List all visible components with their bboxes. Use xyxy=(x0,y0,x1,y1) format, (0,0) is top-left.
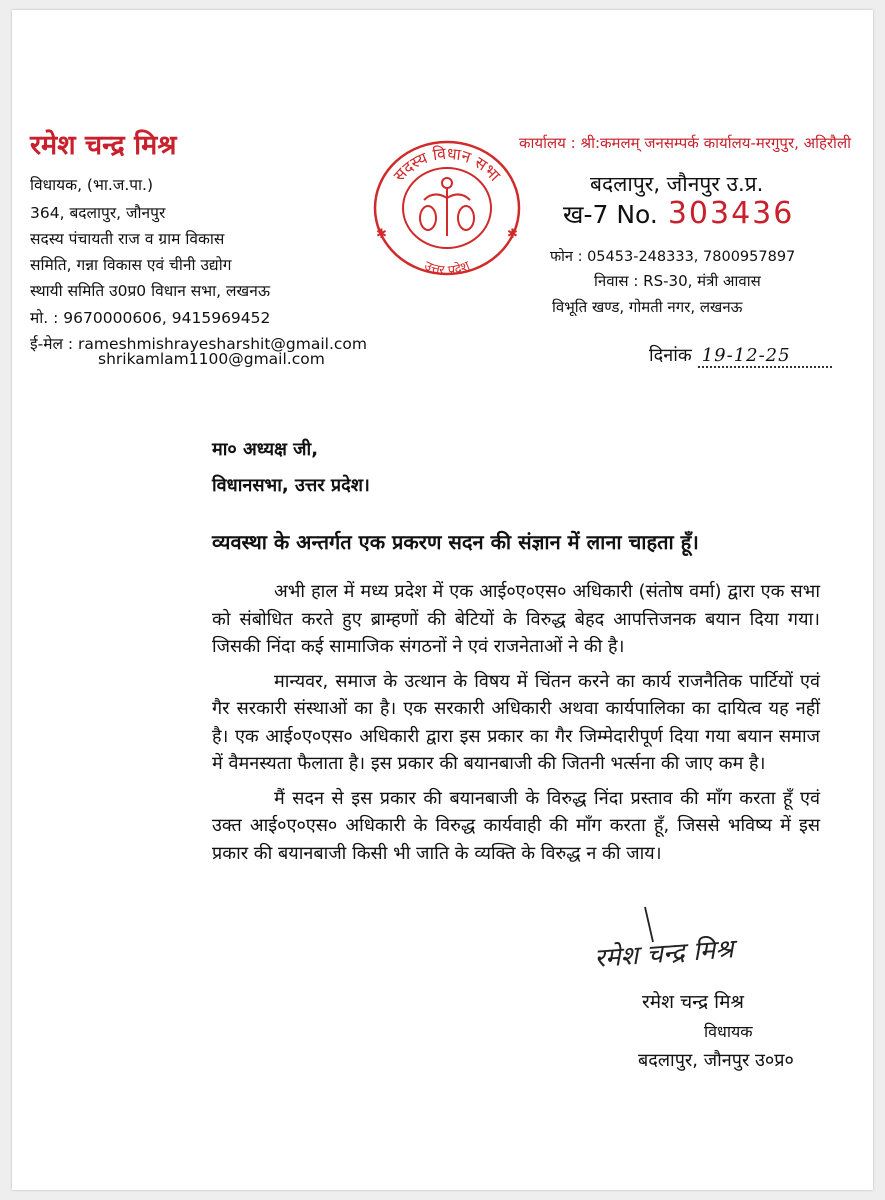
date-label: दिनांक xyxy=(649,345,692,366)
mobile-numbers: मो. : 9670000606, 9415969452 xyxy=(30,309,271,327)
seal-top-path: सदस्य विधान सभा xyxy=(389,143,505,185)
letter-subject: व्यवस्था के अन्तर्गत एक प्रकरण सदन की संज्ञान में लाना चाहता हूँ। xyxy=(212,530,699,554)
signature-stroke xyxy=(645,907,653,942)
seal-bottom-path: उत्तर प्रदेश xyxy=(421,258,473,278)
residence-line-2: विभूति खण्ड, गोमती नगर, लखनऊ xyxy=(552,298,743,316)
seal-emblem-icon xyxy=(420,178,474,236)
signature-text: रमेश चन्द्र मिश्र xyxy=(593,934,735,974)
office-address: कार्यालय : श्री:कमलम् जनसम्पर्क कार्यालय-मरगुपुर, अहिरौली xyxy=(519,134,851,152)
phone-numbers: फोन : 05453-248333, 7800957897 xyxy=(550,249,796,265)
assembly-seal xyxy=(362,138,532,278)
residence-line-1: निवास : RS-30, मंत्री आवास xyxy=(594,272,761,290)
paragraph-2: मान्यवर, समाज के उत्थान के विषय में चिंतन करने का कार्य राजनैतिक पार्टियों एवं गैर सरकारी संस्थाओं का है। एक सरकारी अधिकारी अथवा कार्यपालिका का दायित्व यह नहीं है। एक आई०ए०एस० अधिकारी द्वारा इस प्रकार का गैर जिम्मेदारीपूर्ण दिया गया बयान समाज में वैमनस्यता फैलाता है। इस प्रकार की बयानबाजी की जितनी भर्त्सना की जाए कम है। xyxy=(212,670,820,774)
letter-page xyxy=(12,10,873,1190)
mla-designation: विधायक, (भा.ज.पा.) xyxy=(30,176,154,194)
office-city: बदलापुर, जौनपुर उ.प्र. xyxy=(590,172,764,196)
letter-serial xyxy=(563,196,794,231)
committee-line-1: सदस्य पंचायती राज व ग्राम विकास xyxy=(30,230,225,248)
salutation-body: विधानसभा, उत्तर प्रदेश। xyxy=(212,475,370,496)
mla-address: 364, बदलापुर, जौनपुर xyxy=(30,204,166,222)
signatory-place: बदलापुर, जौनपुर उ०प्र० xyxy=(638,1050,794,1071)
date-value: 19-12-25 xyxy=(698,345,832,368)
letter-body xyxy=(212,578,820,874)
seal-star-left-icon: ✱ xyxy=(376,227,387,242)
seal-bottom-text xyxy=(422,258,474,278)
serial-prefix: ख-7 No. xyxy=(563,200,658,229)
email-primary: ई-मेल : rameshmishrayesharshit@gmail.com xyxy=(30,335,367,353)
email-secondary: shrikamlam1100@gmail.com xyxy=(98,350,325,368)
seal-top-text xyxy=(389,144,504,186)
mla-name: रमेश चन्द्र मिश्र xyxy=(30,130,177,161)
committee-line-2: समिति, गन्ना विकास एवं चीनी उद्योग xyxy=(30,256,232,274)
handwritten-signature xyxy=(587,902,817,992)
serial-number: 303436 xyxy=(667,196,795,231)
signatory-name: रमेश चन्द्र मिश्र xyxy=(642,991,744,1013)
date-line xyxy=(649,343,832,368)
committee-line-3: स्थायी समिति उ0प्र0 विधान सभा, लखनऊ xyxy=(30,282,270,300)
paragraph-1: अभी हाल में मध्य प्रदेश में एक आई०ए०एस० अधिकारी (संतोष वर्मा) द्वारा एक सभा को संबोधित करते हुए ब्राम्हणों की बेटियों के विरुद्ध बेहद आपत्तिजनक बयान दिया गया। जिसकी निंदा कई सामाजिक संगठनों ने एवं राजनेताओं ने की है। xyxy=(212,581,820,657)
seal-star-right-icon: ✱ xyxy=(507,227,518,242)
salutation-addressee: मा० अध्यक्ष जी, xyxy=(212,439,319,460)
signatory-designation: विधायक xyxy=(704,1022,753,1041)
paragraph-3: मैं सदन से इस प्रकार की बयानबाजी के विरुद्ध निंदा प्रस्ताव की माँग करता हूँ एवं उक्त आई०ए०एस० अधिकारी के विरुद्ध कार्यवाही की माँग करता हूँ, जिससे भविष्य में इस प्रकार की बयानबाजी किसी भी जाति के व्यक्ति के विरुद्ध न की जाय। xyxy=(212,787,820,864)
